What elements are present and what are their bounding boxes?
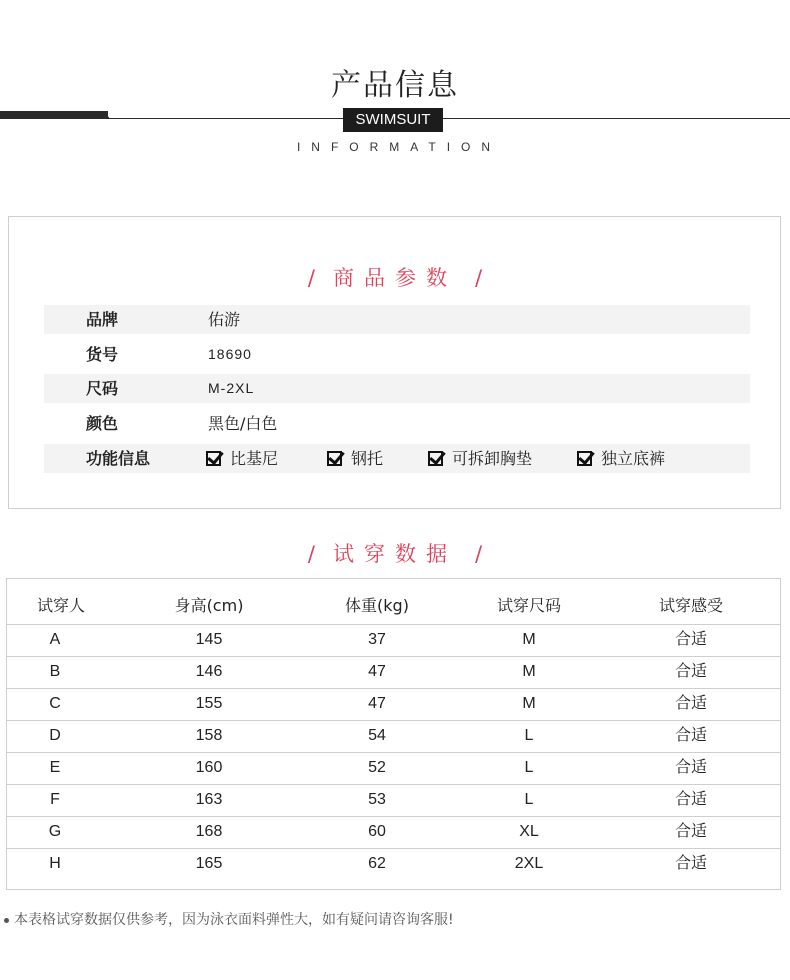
bullet-icon (4, 918, 9, 923)
param-row-features (44, 444, 750, 473)
param-key: 品牌 (86, 310, 119, 329)
checkbox-checked-icon (206, 451, 221, 466)
feature-label: 比基尼 (230, 449, 279, 468)
table-cell: L (524, 727, 534, 744)
table-cell: 53 (368, 791, 386, 808)
table-cell: A (49, 631, 61, 648)
table-cell: D (49, 727, 61, 744)
table-cell: E (49, 759, 61, 776)
fit-title-text: 试穿数据 (333, 542, 457, 566)
table-cell: 合适 (674, 855, 707, 872)
column-header: 试穿感受 (658, 596, 723, 615)
param-key: 颜色 (86, 414, 119, 433)
param-row-size (44, 374, 750, 403)
table-row (7, 720, 780, 752)
table-cell: 60 (368, 823, 386, 840)
table-cell: B (49, 663, 61, 680)
param-value: 18690 (208, 346, 252, 362)
table-row (7, 752, 780, 784)
table-cell: M (522, 631, 536, 648)
table-cell: 52 (368, 759, 386, 776)
param-value: 佑游 (208, 310, 241, 329)
param-key: 功能信息 (86, 449, 151, 468)
feature-item (428, 444, 532, 473)
table-cell: L (524, 759, 534, 776)
table-cell: 158 (195, 727, 223, 744)
table-cell: 155 (195, 695, 223, 712)
feature-item (327, 444, 383, 473)
param-key: 货号 (86, 345, 119, 364)
table-row (7, 656, 780, 688)
column-header: 试穿人 (37, 596, 86, 615)
table-cell: 62 (368, 855, 386, 872)
table-cell: C (49, 695, 61, 712)
page-title: 产品信息 (331, 68, 459, 103)
table-cell: 合适 (674, 823, 707, 840)
feature-label: 独立底裤 (601, 449, 666, 468)
table-cell: G (48, 823, 62, 840)
table-cell: 54 (368, 727, 386, 744)
checkbox-checked-icon (577, 451, 592, 466)
checkbox-checked-icon (327, 451, 342, 466)
table-cell: 合适 (674, 791, 707, 808)
params-section-title (0, 262, 790, 292)
param-row-brand (44, 305, 750, 334)
table-cell: 165 (195, 855, 223, 872)
table-cell: 145 (195, 631, 223, 648)
slash-right: / (475, 542, 483, 566)
slash-left: / (307, 266, 315, 290)
table-cell: 163 (195, 791, 223, 808)
table-cell: 合适 (674, 631, 707, 648)
column-header: 试穿尺码 (496, 596, 561, 615)
table-cell: 146 (195, 663, 223, 680)
table-cell: H (49, 855, 61, 872)
table-cell: 37 (368, 631, 386, 648)
feature-item (577, 444, 665, 473)
table-cell: 合适 (674, 663, 707, 680)
param-row-color (44, 409, 750, 438)
table-row (7, 848, 780, 880)
table-cell: M (522, 663, 536, 680)
table-cell: XL (519, 823, 539, 840)
slash-right: / (475, 266, 483, 290)
feature-label: 钢托 (351, 449, 384, 468)
feature-label: 可拆卸胸垫 (452, 449, 533, 468)
table-row (7, 784, 780, 816)
table-row (7, 624, 780, 656)
table-cell: 47 (368, 663, 386, 680)
column-header: 体重(kg) (345, 596, 409, 615)
table-cell: 2XL (514, 855, 544, 872)
param-key: 尺码 (86, 379, 119, 398)
param-value: M-2XL (208, 380, 255, 396)
table-cell: 47 (368, 695, 386, 712)
params-title-text: 商品参数 (333, 266, 457, 290)
param-value: 黑色/白色 (208, 414, 278, 433)
checkbox-checked-icon (428, 451, 443, 466)
swimsuit-badge: SWIMSUIT (343, 108, 443, 132)
table-row (7, 688, 780, 720)
table-cell: L (524, 791, 534, 808)
table-header-row (7, 579, 780, 624)
fit-section-title (0, 538, 790, 568)
table-cell: M (522, 695, 536, 712)
feature-item (206, 444, 278, 473)
table-cell: 160 (195, 759, 223, 776)
param-row-item-no (44, 340, 750, 369)
fit-data-table (6, 578, 781, 890)
disclaimer-note (4, 909, 784, 929)
column-header: 身高(cm) (174, 596, 244, 615)
slash-left: / (307, 542, 315, 566)
table-cell: 合适 (674, 695, 707, 712)
table-cell: 合适 (674, 759, 707, 776)
table-cell: 168 (195, 823, 223, 840)
table-cell: 合适 (674, 727, 707, 744)
table-row (7, 816, 780, 848)
disclaimer-text: 本表格试穿数据仅供参考，因为泳衣面料弹性大，如有疑问请咨询客服! (14, 912, 454, 928)
information-subtitle: INFORMATION (296, 140, 502, 154)
table-cell: F (50, 791, 60, 808)
